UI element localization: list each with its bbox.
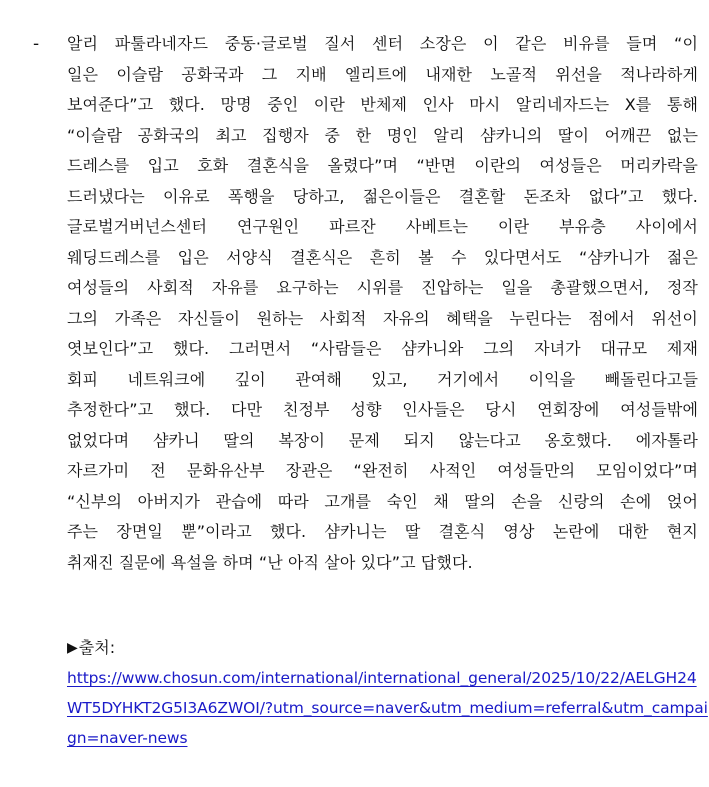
source-link-line[interactable]: https://www.chosun.com/international/international_general/2025/10/22/AELGH24 [67,669,697,687]
paragraph-line: 추정한다”고 했다. 다만 친정부 성향 인사들은 당시 연회장에 여성들밖에 [67,400,698,419]
paragraph-line: 웨딩드레스를 입은 서양식 결혼식은 흔히 볼 수 있다면서도 “샴카니가 젊은 [67,247,698,267]
paragraph-line: 주는 장면일 뿐”이라고 했다. 샴카니는 딸 결혼식 영상 논란에 대한 현지 [67,522,698,541]
paragraph-line: 취재진 질문에 욕설을 하며 “난 아직 살아 있다”고 답했다. [67,552,473,572]
source-section [67,633,708,753]
paragraph-line: 회피 네트워크에 깊이 관여해 있고, 거기에서 이익을 빼돌린다고들 [67,369,698,389]
paragraph-line: 드러냈다는 이유로 폭행을 당하고, 젊은이들은 결혼할 돈조차 없다”고 했다. [67,186,698,206]
source-link-line[interactable]: WT5DYHKT2G5I3A6ZWOI/?utm_source=naver&utm_medium=referral&utm_campai [67,699,708,717]
triangle-marker-icon: ▶ [67,640,78,656]
paragraph-line: 그의 가족은 자신들이 원하는 사회적 자유의 혜택을 누린다는 점에서 위선이 [67,308,698,328]
paragraph-line: 일은 이슬람 공화국과 그 지배 엘리트에 내재한 노골적 위선을 적나라하게 [67,64,698,84]
source-link-line[interactable]: gn=naver-news [67,729,188,747]
paragraph-line: 엿보인다”고 했다. 그러면서 “사람들은 샴카니와 그의 자녀가 대규모 제재 [67,339,698,358]
paragraph-line: “이슬람 공화국의 최고 집행자 중 한 명인 알리 샴카니의 딸이 어깨끈 없는 [67,125,698,145]
paragraph-line: 알리 파툴라네자드 중동·글로벌 질서 센터 소장은 이 같은 비유를 들며 “이 [67,34,698,53]
paragraph-line: 글로벌거버넌스센터 연구원인 파르잔 사베트는 이란 부유층 사이에서 [67,217,698,236]
bullet-marker: - [33,34,40,54]
paragraph-line: 여성들의 사회적 자유를 요구하는 시위를 진압하는 일을 총괄했으면서, 정작 [67,278,698,297]
paragraph-line: 자르가미 전 문화유산부 장관은 “완전히 사적인 여성들만의 모임이었다”며 [67,461,698,480]
source-label-text: 출처: [78,638,116,657]
paragraph-line: “신부의 아버지가 관습에 따라 고개를 숙인 채 딸의 손을 신랑의 손에 얹어 [67,491,698,511]
paragraph-line: 드레스를 입고 호화 결혼식을 올렸다”며 “반면 이란의 여성들은 머리카락을 [67,156,698,175]
source-label [67,633,698,663]
article-paragraph [67,29,698,578]
paragraph-line: 보여준다”고 했다. 망명 중인 이란 반체제 인사 마시 알리네자드는 X를 통해 [67,95,698,114]
paragraph-line: 없었다며 샴카니 딸의 복장이 문제 되지 않는다고 옹호했다. 에자톨라 [67,430,698,450]
